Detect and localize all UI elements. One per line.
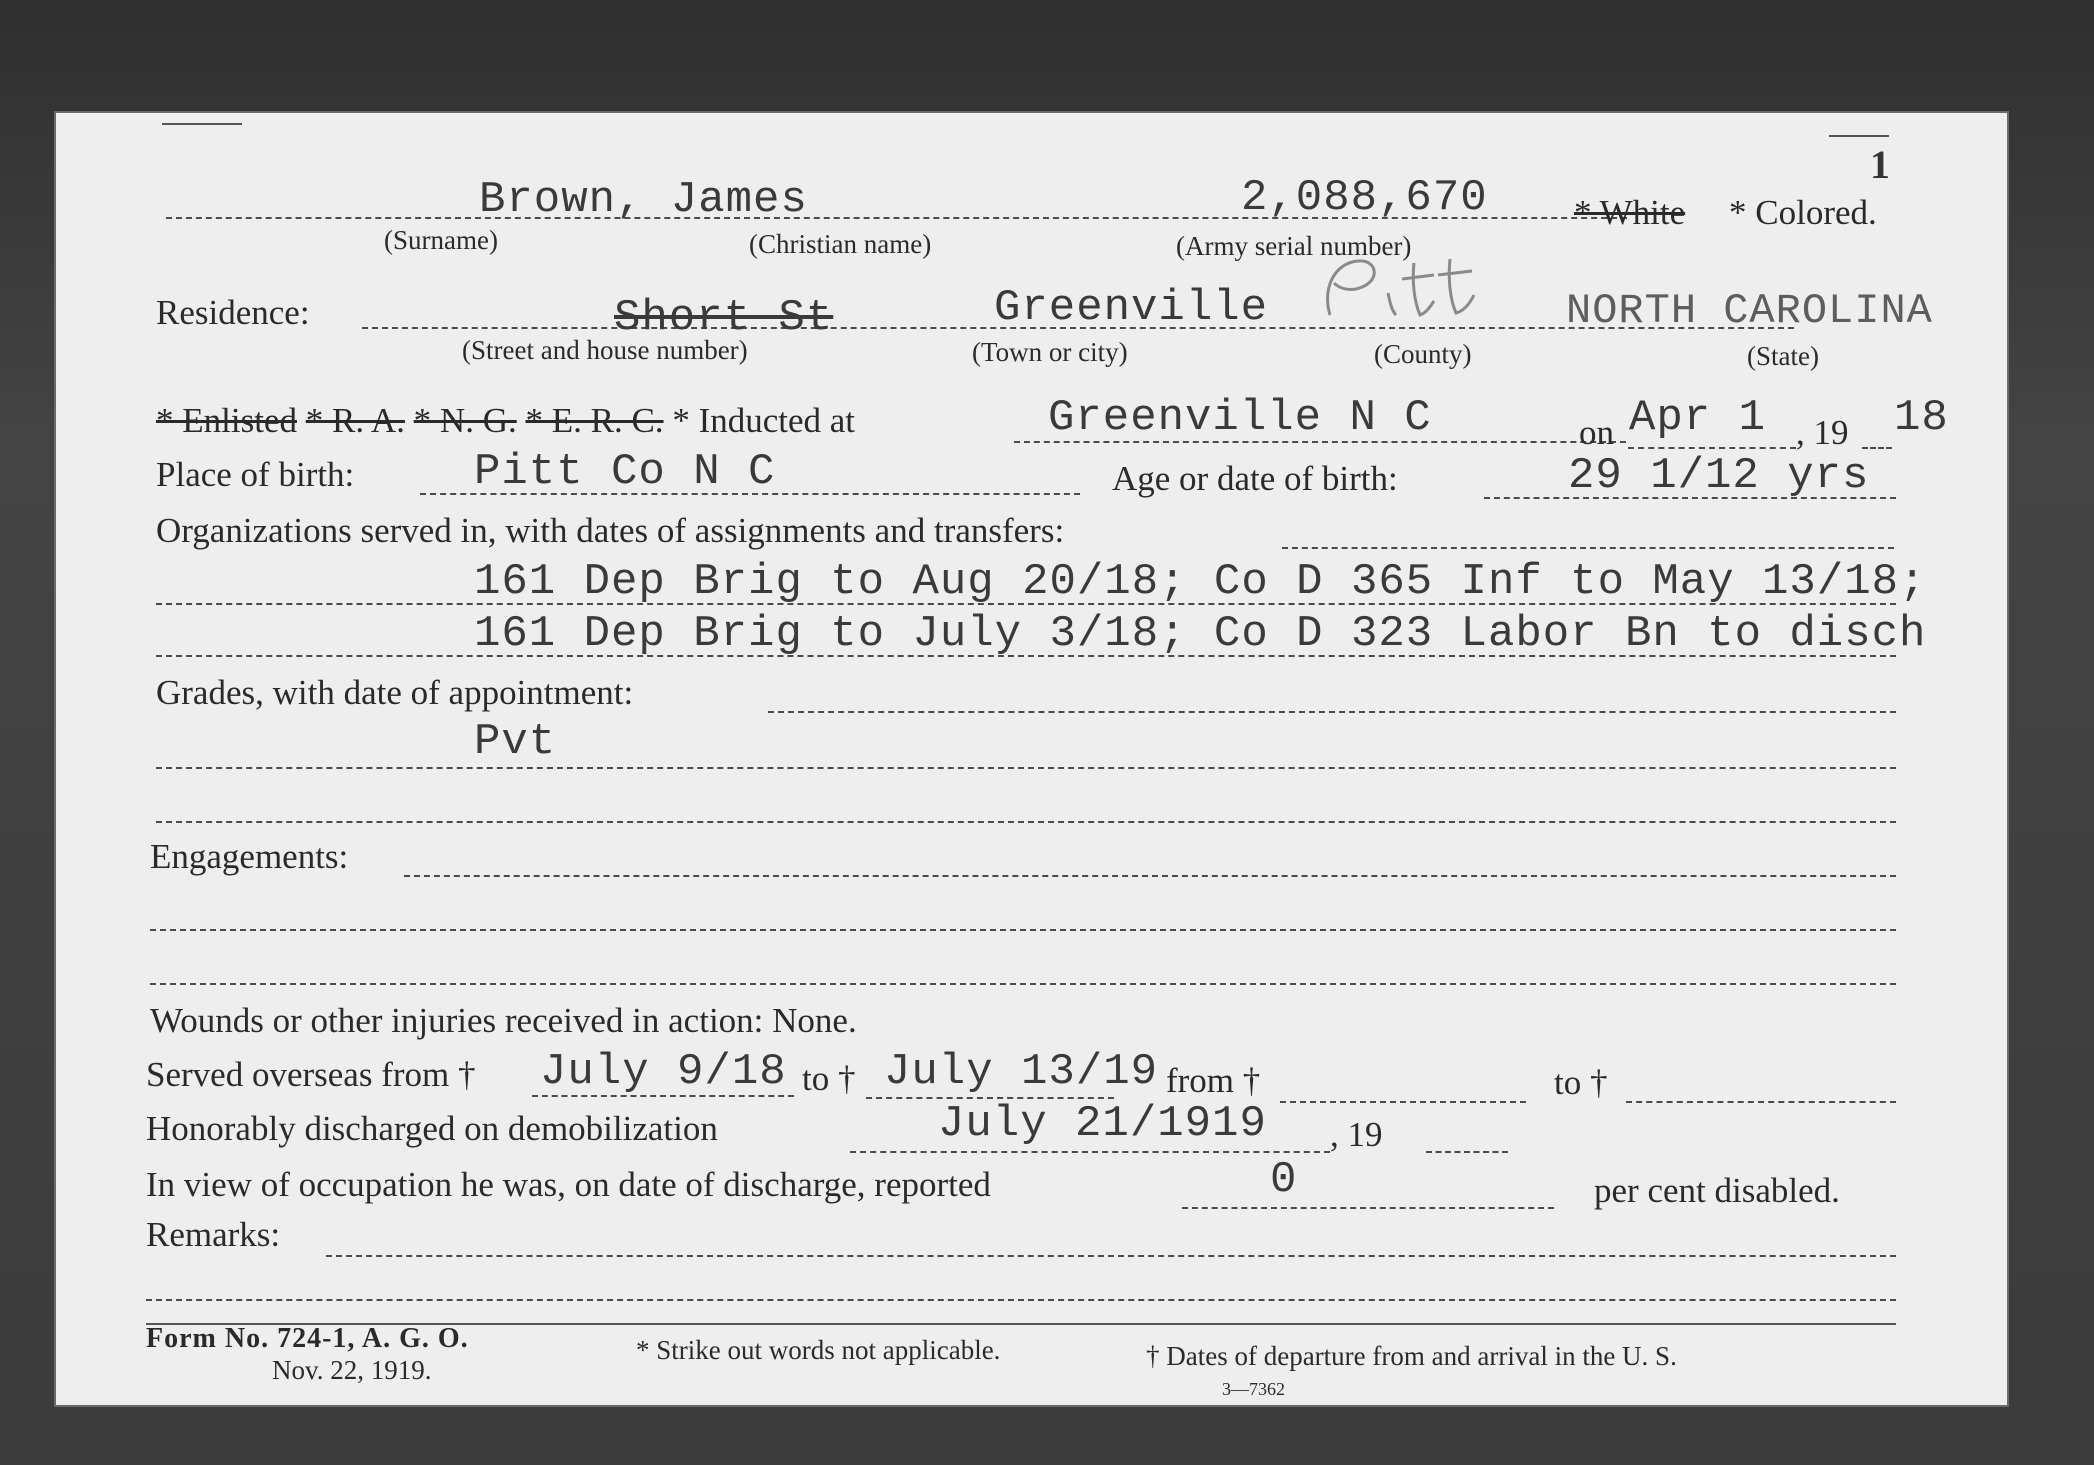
grades-line-0 xyxy=(768,711,1896,713)
inducted-place-value: Greenville N C xyxy=(1048,393,1432,443)
serial-value: 2,088,670 xyxy=(1241,173,1488,223)
induction-year-prefix: , 19 xyxy=(1796,413,1849,452)
overseas-from-value: July 9/18 xyxy=(540,1047,787,1097)
induction-date-value: Apr 1 xyxy=(1629,393,1767,443)
remarks-label: Remarks: xyxy=(146,1215,281,1254)
disability-line xyxy=(1182,1207,1554,1209)
overseas-from2-line xyxy=(1280,1101,1526,1103)
wounds-label: Wounds or other injuries received in action: None. xyxy=(150,1001,857,1040)
organizations-line-0 xyxy=(1282,547,1894,549)
dates-note: † Dates of departure from and arrival in the U. S. xyxy=(1146,1341,1677,1371)
induction-date-line xyxy=(1628,447,1796,449)
overseas-label: Served overseas from † xyxy=(146,1055,476,1094)
discharge-value: July 21/1919 xyxy=(938,1099,1267,1149)
discharge-label: Honorably discharged on demobilization xyxy=(146,1109,718,1148)
grades-line-1 xyxy=(156,767,1896,769)
discharge-line xyxy=(850,1151,1330,1153)
engagements-line-1 xyxy=(150,929,1896,931)
surname-value: Brown, James xyxy=(479,175,808,225)
age-value: 29 1/12 yrs xyxy=(1568,451,1870,501)
overseas-to2-line xyxy=(1626,1101,1896,1103)
christian-name-caption: (Christian name) xyxy=(749,229,932,259)
disability-label: In view of occupation he was, on date of discharge, reported xyxy=(146,1165,991,1204)
engagements-line-2 xyxy=(150,983,1896,985)
grade-value: Pvt xyxy=(474,717,557,767)
enlistment-type: * Enlisted * R. A. * N. G. * E. R. C. * Inducted at xyxy=(156,401,856,440)
grades-line-2 xyxy=(156,821,1896,823)
town-value: Greenville xyxy=(994,283,1269,333)
induction-year-line xyxy=(1862,447,1892,449)
street-value: Short St xyxy=(614,293,834,343)
organizations-entry-1: 161 Dep Brig to Aug 20/18; Co D 365 Inf to May 13/18; xyxy=(474,557,1927,607)
age-label: Age or date of birth: xyxy=(1112,459,1398,498)
organizations-entry-2: 161 Dep Brig to July 3/18; Co D 323 Labor Bn to disch xyxy=(474,609,1927,659)
state-caption: (State) xyxy=(1747,341,1819,371)
discharge-year-line xyxy=(1426,1151,1508,1153)
disability-suffix: per cent disabled. xyxy=(1594,1171,1840,1210)
grades-label: Grades, with date of appointment: xyxy=(156,673,634,712)
induction-year-value: 18 xyxy=(1894,393,1949,443)
remarks-line-0 xyxy=(326,1255,1896,1257)
top-left-rule xyxy=(162,123,242,125)
street-caption: (Street and house number) xyxy=(462,335,748,365)
surname-caption: (Surname) xyxy=(384,225,498,255)
top-right-rule xyxy=(1829,135,1889,137)
race-white-option: * White xyxy=(1574,193,1686,232)
serial-caption: (Army serial number) xyxy=(1176,231,1412,261)
form-number: Form No. 724-1, A. G. O. xyxy=(146,1323,469,1354)
race-colored-option: * Colored. xyxy=(1729,193,1877,232)
overseas-to2-label: to † xyxy=(1554,1063,1608,1102)
strike-note: * Strike out words not applicable. xyxy=(636,1335,1001,1365)
county-handwritten xyxy=(1316,253,1486,338)
place-of-birth-label: Place of birth: xyxy=(156,455,355,494)
state-value: NORTH CAROLINA xyxy=(1566,287,1933,335)
county-handwriting-graphic xyxy=(1316,253,1486,333)
card-number: 1 xyxy=(1870,142,1890,187)
overseas-from2-label: from † xyxy=(1166,1061,1261,1100)
organizations-label: Organizations served in, with dates of assignments and transfers: xyxy=(156,511,1065,550)
print-code: 3—7362 xyxy=(1222,1379,1285,1399)
form-date: Nov. 22, 1919. xyxy=(272,1355,432,1385)
overseas-to-label: to † xyxy=(802,1059,856,1098)
engagements-label: Engagements: xyxy=(150,837,349,876)
overseas-to-value: July 13/19 xyxy=(884,1047,1159,1097)
engagements-line-0 xyxy=(404,875,1896,877)
residence-label: Residence: xyxy=(156,293,310,332)
discharge-year-prefix: , 19 xyxy=(1330,1115,1383,1154)
service-record-card xyxy=(54,111,2009,1407)
disability-value: 0 xyxy=(1270,1155,1298,1205)
remarks-line-1 xyxy=(146,1299,1896,1301)
town-caption: (Town or city) xyxy=(972,337,1128,367)
birth-place-value: Pitt Co N C xyxy=(474,447,776,497)
county-caption: (County) xyxy=(1374,339,1472,369)
on-label: on xyxy=(1579,413,1614,452)
